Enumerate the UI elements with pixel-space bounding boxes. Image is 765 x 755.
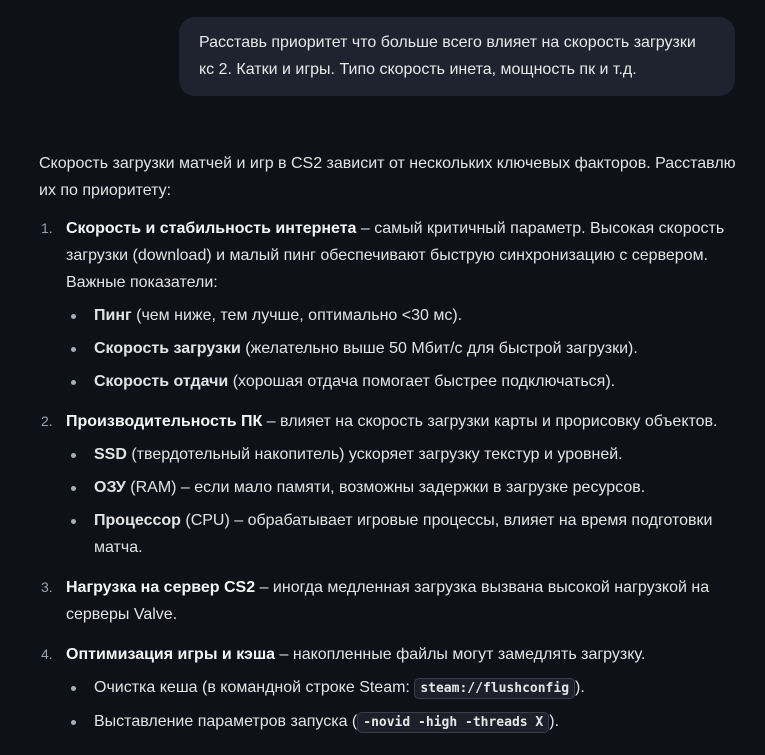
sub-item-bold: Процессор: [94, 512, 181, 529]
sub-item-text: (CPU) – обрабатывает игровые процессы, влияет на время подготовки матча.: [94, 512, 713, 556]
bullet-dot: [71, 380, 76, 385]
list-item: [39, 641, 739, 736]
priority-list: [39, 215, 739, 736]
answer-intro: Скорость загрузки матчей и игр в CS2 зависит от нескольких ключевых факторов. Расставлю их по приоритету:: [39, 155, 736, 199]
sub-list: [66, 441, 739, 561]
list-number: 1.: [41, 220, 53, 236]
bullet-dot: [71, 453, 76, 458]
inline-code: -novid -high -threads X: [357, 712, 549, 733]
sub-list-item: [66, 441, 739, 468]
sub-item-text: ).: [575, 679, 585, 696]
sub-list: [66, 674, 739, 736]
item-text: – самый критичный параметр. Высокая скорость загрузки (download) и малый пинг обеспечивают быструю синхронизацию с сервером. Важные показатели:: [66, 220, 725, 291]
item-title: Нагрузка на сервер CS2: [66, 579, 256, 596]
sub-list-item: [66, 335, 739, 362]
item-title: Оптимизация игры и кэша: [66, 646, 276, 663]
sub-list-item: [66, 708, 739, 736]
sub-list-item: [66, 674, 739, 702]
sub-list-item: [66, 302, 739, 329]
item-title: Производительность ПК: [66, 413, 263, 430]
sub-item-text: (чем ниже, тем лучше, оптимально <30 мс).: [131, 307, 463, 324]
sub-item-bold: Пинг: [94, 307, 132, 324]
sub-item-text: Выставление параметров запуска (: [94, 713, 358, 730]
user-message-bubble: [179, 17, 735, 96]
sub-list-item: [66, 368, 739, 395]
sub-item-text: (RAM) – если мало памяти, возможны задержки в загрузке ресурсов.: [125, 479, 646, 496]
assistant-message: [39, 150, 739, 749]
user-message-text: Расставь приоритет что больше всего влияет на скорость загрузки кс 2. Катки и игры. Типо скорость инета, мощность пк и т.д.: [199, 34, 696, 78]
list-item: [39, 215, 739, 395]
sub-list: [66, 302, 739, 395]
bullet-dot: [71, 686, 76, 691]
list-number: 2.: [41, 413, 53, 429]
item-title: Скорость и стабильность интернета: [66, 220, 357, 237]
sub-item-text: Очистка кеша (в командной строке Steam:: [94, 679, 415, 696]
list-number: 4.: [41, 646, 53, 662]
item-text: – накопленные файлы могут замедлять загрузку.: [275, 646, 646, 663]
inline-code: steam://flushconfig: [414, 678, 575, 699]
sub-item-text: ).: [549, 713, 560, 730]
item-text: – влияет на скорость загрузки карты и прорисовку объектов.: [262, 413, 718, 430]
sub-item-bold: ОЗУ: [94, 479, 126, 496]
sub-list-item: [66, 474, 739, 501]
bullet-dot: [71, 347, 76, 352]
list-number: 3.: [41, 579, 53, 595]
sub-item-bold: Скорость отдачи: [94, 373, 229, 390]
sub-item-bold: SSD: [94, 446, 127, 463]
list-item: [39, 408, 739, 561]
bullet-dot: [71, 720, 76, 725]
item-text: – иногда медленная загрузка вызвана высокой нагрузкой на серверы Valve.: [66, 579, 710, 623]
list-item: [39, 574, 739, 628]
sub-list-item: [66, 507, 739, 561]
bullet-dot: [71, 486, 76, 491]
bullet-dot: [71, 314, 76, 319]
sub-item-text: (твердотельный накопитель) ускоряет загрузку текстур и уровней.: [126, 446, 623, 463]
sub-item-bold: Скорость загрузки: [94, 340, 241, 357]
bullet-dot: [71, 519, 76, 524]
sub-item-text: (хорошая отдача помогает быстрее подключаться).: [228, 373, 616, 390]
sub-item-text: (желательно выше 50 Мбит/с для быстрой загрузки).: [240, 340, 638, 357]
